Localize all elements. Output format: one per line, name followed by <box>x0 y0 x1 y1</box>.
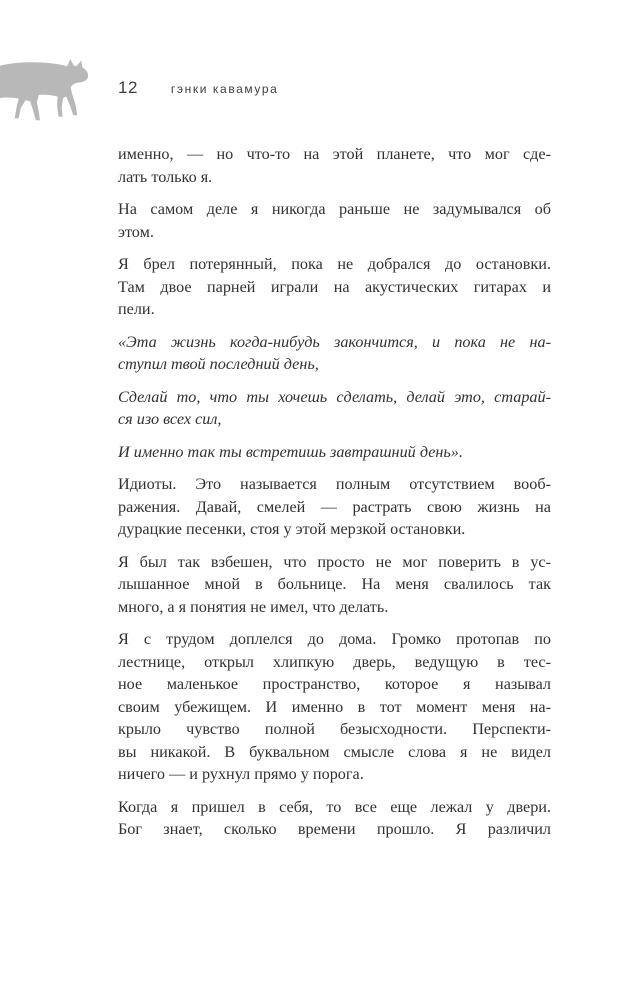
body-text <box>118 143 551 851</box>
running-head: гэнки кавамура <box>170 82 279 96</box>
text-line: Когда я пришел в себя, то все еще лежал у двери. <box>118 797 551 816</box>
text-line: ступил твой последний день, <box>118 355 319 373</box>
text-line: «Эта жизнь когда-нибудь закончится, и пока не на- <box>118 332 551 351</box>
paragraph <box>118 441 551 464</box>
text-line: Я брел потерянный, пока не добрался до остановки. <box>118 255 551 273</box>
text-line: ся изо всех сил, <box>118 410 222 428</box>
text-line: ничего — и рухнул прямо у порога. <box>118 765 364 783</box>
text-line: много, а я понятия не имел, что делать. <box>118 597 389 616</box>
text-line: И именно так ты встретишь завтрашний день». <box>118 442 463 461</box>
text-line: дурацкие песенки, стоя у этой мерзкой остановки. <box>118 520 466 538</box>
text-line: пели. <box>118 300 155 318</box>
text-line: этом. <box>118 222 154 241</box>
paragraph <box>118 551 551 619</box>
paragraph <box>118 386 551 431</box>
text-line: На самом деле я никогда раньше не задумывался об <box>118 200 551 218</box>
paragraph <box>118 253 551 321</box>
paragraph <box>118 331 551 376</box>
text-line: Бог знает, сколько времени прошло. Я различил <box>118 820 551 838</box>
text-line: вы никакой. В буквальном смысле слова я не видел <box>118 742 551 761</box>
text-line: ное маленькое пространство, которое я называл <box>118 675 551 693</box>
text-line: Я был так взбешен, что просто не мог поверить в ус- <box>118 552 551 571</box>
page-number: 12 <box>118 78 138 97</box>
text-line: своим убежищем. И именно в тот момент меня на- <box>118 697 551 716</box>
paragraph <box>118 473 551 541</box>
cat-silhouette-icon <box>0 56 98 128</box>
text-line: ражения. Давай, смелей — растрать свою жизнь на <box>118 497 551 516</box>
paragraph <box>118 796 551 841</box>
text-line: Я с трудом доплелся до дома. Громко протопав по <box>118 630 551 648</box>
text-line: Там двое парней играли на акустических гитарах и <box>118 277 551 296</box>
paragraph <box>118 198 551 243</box>
text-line: именно, — но что-то на этой планете, что мог сде- <box>118 145 551 163</box>
page-header <box>118 78 550 98</box>
text-line: лышанное мной в больнице. На меня свалилось так <box>118 575 551 593</box>
text-line: лестнице, открыл хлипкую дверь, ведущую в тес- <box>118 652 551 671</box>
text-line: Идиоты. Это называется полным отсутствием вооб- <box>118 475 551 493</box>
text-line: Сделай то, что ты хочешь сделать, делай это, старай- <box>118 387 551 406</box>
text-line: лать только я. <box>118 167 213 186</box>
paragraph <box>118 143 551 188</box>
text-line: крыло чувство полной безысходности. Перспекти- <box>118 720 551 738</box>
paragraph <box>118 628 551 786</box>
